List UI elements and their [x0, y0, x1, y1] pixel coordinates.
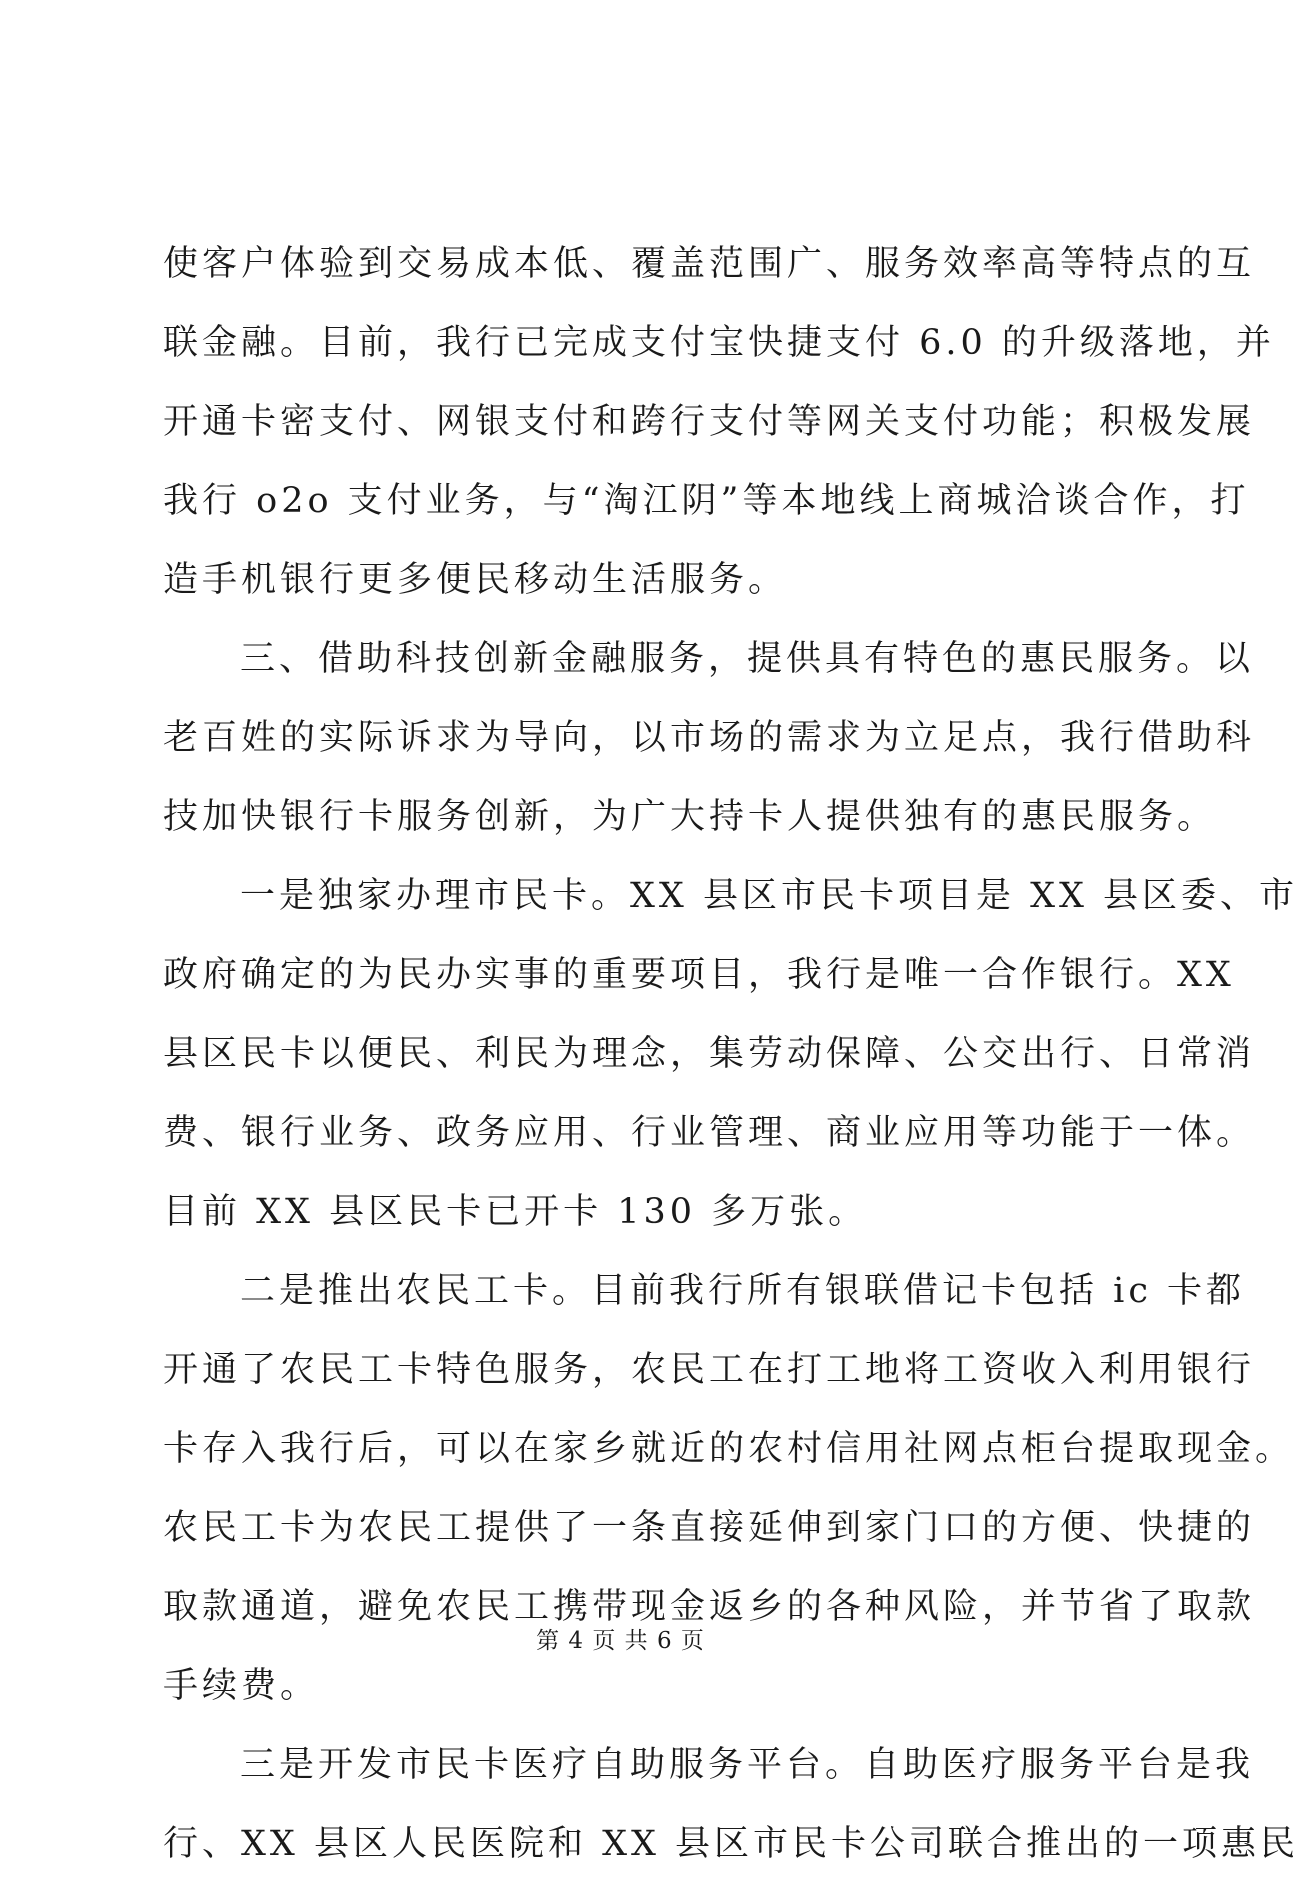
page-number: 第 4 页 共 6 页 — [536, 1628, 705, 1654]
text-line: 使客户体验到交易成本低、覆盖范围广、服务效率高等特点的互 — [163, 244, 1256, 284]
text-line: 造手机银行更多便民移动生活服务。 — [163, 560, 788, 600]
text-line: 农民工卡为农民工提供了一条直接延伸到家门口的方便、快捷的 — [163, 1508, 1256, 1548]
text-line: 取款通道，避免农民工携带现金返乡的各种风险，并节省了取款 — [163, 1587, 1256, 1627]
text-line: 手续费。 — [163, 1666, 320, 1706]
text-line: 联金融。目前，我行已完成支付宝快捷支付 6.0 的升级落地，并 — [163, 323, 1275, 363]
text-line: 技加快银行卡服务创新，为广大持卡人提供独有的惠民服务。 — [163, 797, 1217, 837]
text-line: 开通卡密支付、网银支付和跨行支付等网关支付功能；积极发展 — [163, 402, 1256, 442]
paragraph-first-line: 一是独家办理市民卡。XX 县区市民卡项目是 XX 县区委、市 — [240, 876, 1299, 916]
section-heading-line: 三、借助科技创新金融服务，提供具有特色的惠民服务。以 — [240, 639, 1255, 679]
text-line: 我行 o2o 支付业务，与“淘江阴”等本地线上商城洽谈合作，打 — [163, 481, 1250, 521]
text-line: 目前 XX 县区民卡已开卡 130 多万张。 — [163, 1192, 868, 1232]
text-line: 县区民卡以便民、利民为理念，集劳动保障、公交出行、日常消 — [163, 1034, 1256, 1074]
text-line: 老百姓的实际诉求为导向，以市场的需求为立足点，我行借助科 — [163, 718, 1256, 758]
text-line: 行、XX 县区人民医院和 XX 县区市民卡公司联合推出的一项惠民 — [163, 1824, 1299, 1864]
text-line: 开通了农民工卡特色服务，农民工在打工地将工资收入利用银行 — [163, 1350, 1256, 1390]
text-line: 政府确定的为民办实事的重要项目，我行是唯一合作银行。XX — [163, 955, 1235, 995]
text-line: 费、银行业务、政务应用、行业管理、商业应用等功能于一体。 — [163, 1113, 1256, 1153]
text-line: 卡存入我行后，可以在家乡就近的农村信用社网点柜台提取现金。 — [163, 1429, 1295, 1469]
paragraph-first-line: 二是推出农民工卡。目前我行所有银联借记卡包括 ic 卡都 — [240, 1271, 1246, 1311]
paragraph-first-line: 三是开发市民卡医疗自助服务平台。自助医疗服务平台是我 — [240, 1745, 1255, 1785]
